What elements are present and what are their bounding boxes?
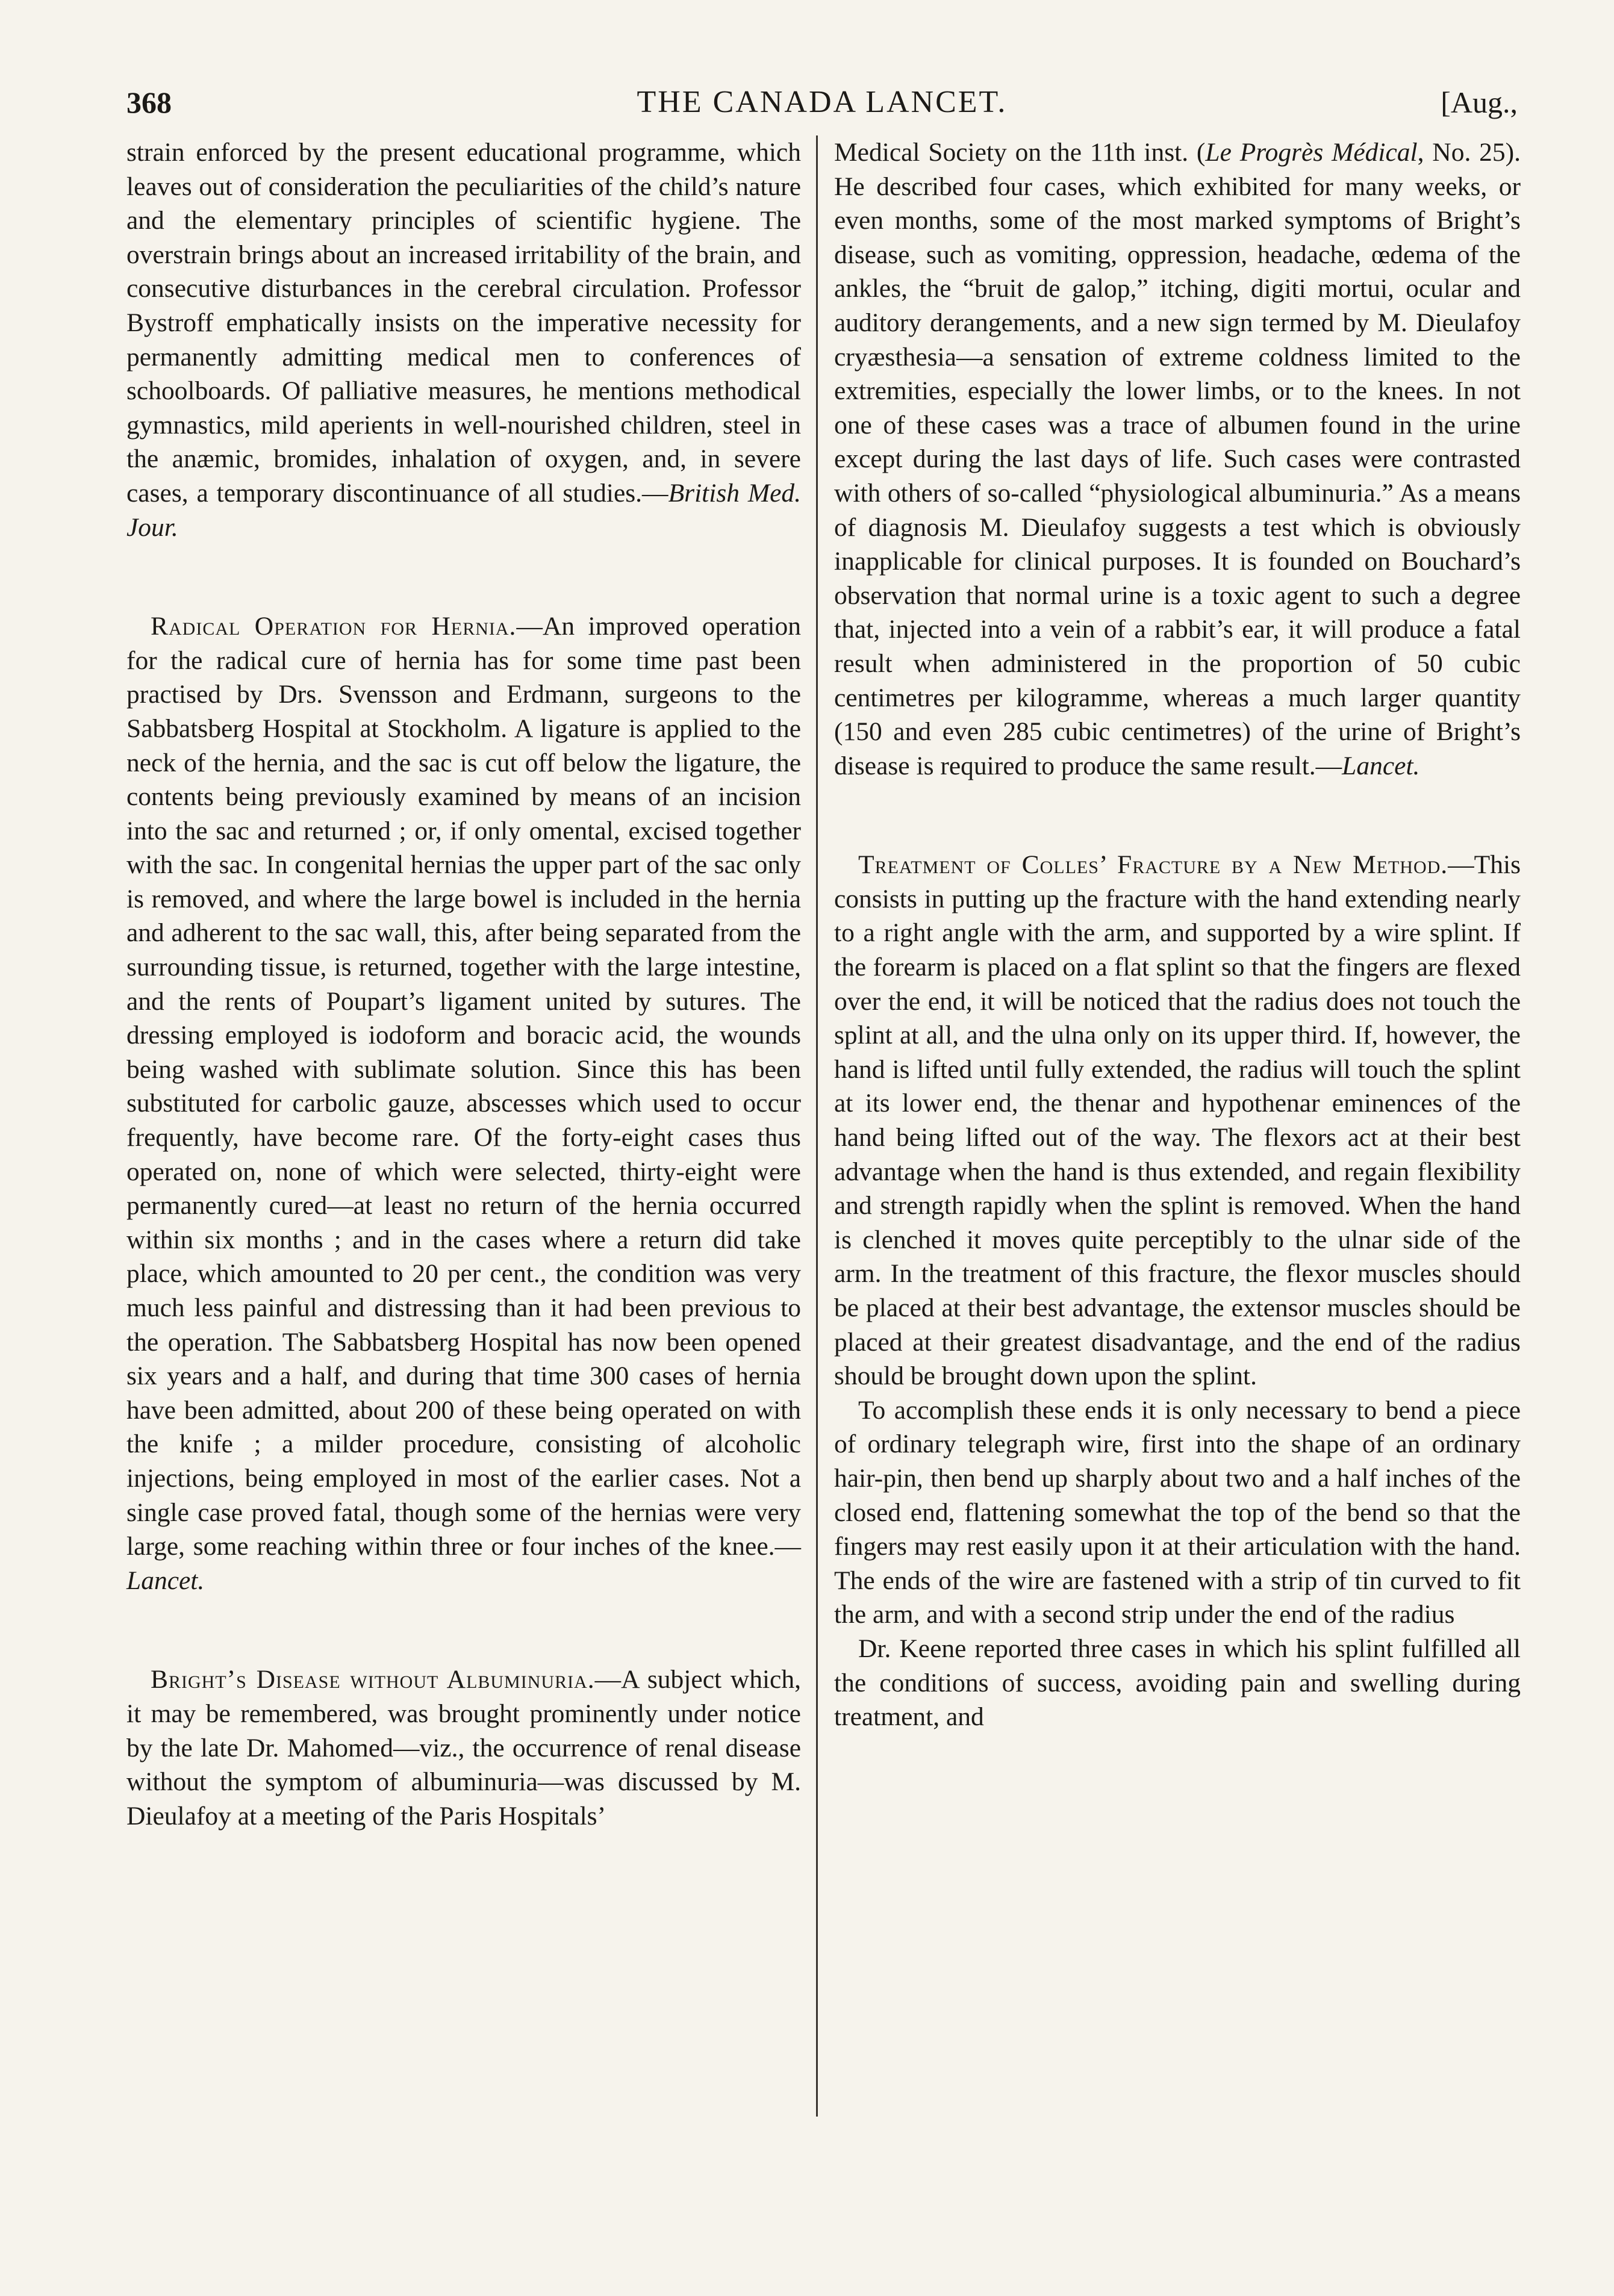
right-column xyxy=(834,135,1521,1734)
paragraph-text: To accomplish these ends it is only necessary to bend a piece of ordinary telegraph wire, first into the shape of an ordinary hair-pin, then bend up sharply about two and a half inches of the closed end, flattening somewhat the top of the bend so that the fingers may rest easily upon it at their articulation with the hand. The ends of the wire are fastened with a strip of tin curved to fit the arm, and with a second strip under the end of the radius xyxy=(834,1395,1521,1629)
article-hernia xyxy=(126,609,801,1598)
issue-month: [Aug., xyxy=(1441,86,1518,119)
paragraph-text: —A subject which, it may be remembered, was brought prominently under notice by the late Dr. Mahomed—viz., the occurrence of renal disease without the symptom of albuminuria—was discussed by M. Dieulafoy at a meeting of the Paris Hospitals’ xyxy=(126,1665,801,1831)
paragraph-text: —This consists in putting up the fracture with the hand extending nearly to a right angle with the arm, and supported by a wire splint. If the forearm is placed on a flat splint so that the fingers are flexed over the end, it will be noticed that the radius does not touch the splint at all, and the ulna only on its upper third. If, however, the hand is lifted until fully extended, the radius will touch the splint at its lower end, the thenar and hypothenar eminences of the hand being lifted out of the way. The flexors act at their best advantage when the hand is thus extended, and regain flexibility and strength rapidly when the splint is removed. When the hand is clenched it moves quite perceptibly to the ulnar side of the arm. In the treatment of this fracture, the flexor muscles should be placed at their best advantage, the extensor muscles should be placed at their greatest disadvantage, and the end of the radius should be brought down upon the splint. xyxy=(834,850,1521,1391)
paragraph-text: —An improved operation for the radical cure of hernia has for some time past been practised by Drs. Svensson and Erdmann, surgeons to the Sabbatsberg Hospital at Stockholm. A ligature is applied to the neck of the hernia, and the sac is cut off below the ligature, the contents being previously examined by means of an incision into the sac and returned ; or, if only omental, excised together with the sac. In congenital hernias the upper part of the sac only is removed, and where the large bowel is included in the hernia and adherent to the sac wall, this, after being separated from the surrounding tissue, is returned, together with the large intestine, and the rents of Poupart’s ligament united by sutures. The dressing employed is iodoform and boracic acid, the wounds being washed with sublimate solution. Since this has been substituted for carbolic gauze, abscesses which used to occur frequently, have become rare. Of the forty-eight cases thus operated on, none of which were selected, thirty-eight were permanently cured—at least no return of the hernia occurred within six months ; and in the cases where a return did take place, which amounted to 20 per cent., the condition was very much less painful and distressing than it had been previous to the operation. The Sabbatsberg Hospital has now been opened six years and a half, and during that time 300 cases of hernia have been admitted, about 200 of these being operated on with the knife ; a milder procedure, consisting of alcoholic injections, being employed in most of the earlier cases. Not a single case proved fatal, though some of the hernias were very large, some reaching within three or four inches of the knee.— xyxy=(126,612,802,1561)
left-column xyxy=(126,135,801,1833)
page-number: 368 xyxy=(126,86,172,119)
column-rule xyxy=(816,135,818,2117)
article-heading: Bright’s Disease without Albuminuria. xyxy=(151,1665,595,1694)
paragraph-text: , No. 25). He described four cases, which exhibited for many weeks, or even months, some of the most marked symptoms of Bright’s disease, such as vomiting, oppression, headache, œdema of the ankles, the “bruit de galop,” itching, digiti mortui, ocular and auditory derangements, and a new sign termed by M. Dieulafoy cryæsthesia—a sensation of extreme coldness limited to the extremities, especially the lower limbs, or to the knees. In not one of these cases was a trace of albumen found in the urine except during the last days of life. Such cases were contrasted with others of so-called “physiological albuminuria.” As a means of diagnosis M. Dieulafoy suggests a test which is obviously inapplicable for clinical purposes. It is founded on Bouchard’s observation that normal urine is a toxic agent to such a degree that, injected into a vein of a rabbit’s ear, it will produce a fatal result when administered in the proportion of 50 cubic centimetres per kilogramme, whereas a much larger quantity (150 and even 285 cubic centimetres) of the urine of Bright’s disease is required to produce the same result.— xyxy=(834,138,1521,780)
paragraph-text: Dr. Keene reported three cases in which his splint fulfilled all the conditions of success, avoiding pain and swelling during treatment, and xyxy=(834,1634,1521,1732)
journal-title: THE CANADA LANCET. xyxy=(637,85,1008,119)
page-header xyxy=(126,78,1518,126)
paragraph-wire-splint xyxy=(834,1393,1521,1632)
article-heading: Treatment of Colles’ Fracture by a New Method. xyxy=(858,850,1448,880)
source-citation: Lancet. xyxy=(126,1566,205,1595)
paragraph-text: Medical Society on the 11th inst. ( xyxy=(834,138,1206,167)
article-colles-fracture xyxy=(834,848,1521,1393)
paragraph-brights-continued xyxy=(834,135,1521,783)
paragraph-overstrain xyxy=(126,135,801,544)
source-citation: British Med. Jour. xyxy=(126,478,801,542)
source-citation: Lancet. xyxy=(1342,751,1420,780)
article-brights-disease xyxy=(126,1663,801,1833)
paragraph-text: strain enforced by the present educational programme, which leaves out of consideration the peculiarities of the child’s nature and the elementary principles of scientific hygiene. The overstrain brings about an increased irritability of the brain, and consecutive disturbances in the cerebral circulation. Professor Bystroff emphatically insists on the imperative necessity for permanently admitting medical men to conferences of schoolboards. Of palliative measures, he mentions methodical gymnastics, mild aperients in well-nourished children, steel in the anæmic, bromides, inhalation of oxygen, and, in severe cases, a temporary discontinuance of all studies.— xyxy=(126,138,801,508)
paragraph-keene xyxy=(834,1632,1521,1734)
source-citation: Le Progrès Médical xyxy=(1205,138,1418,167)
article-heading: Radical Operation for Hernia. xyxy=(151,612,517,641)
